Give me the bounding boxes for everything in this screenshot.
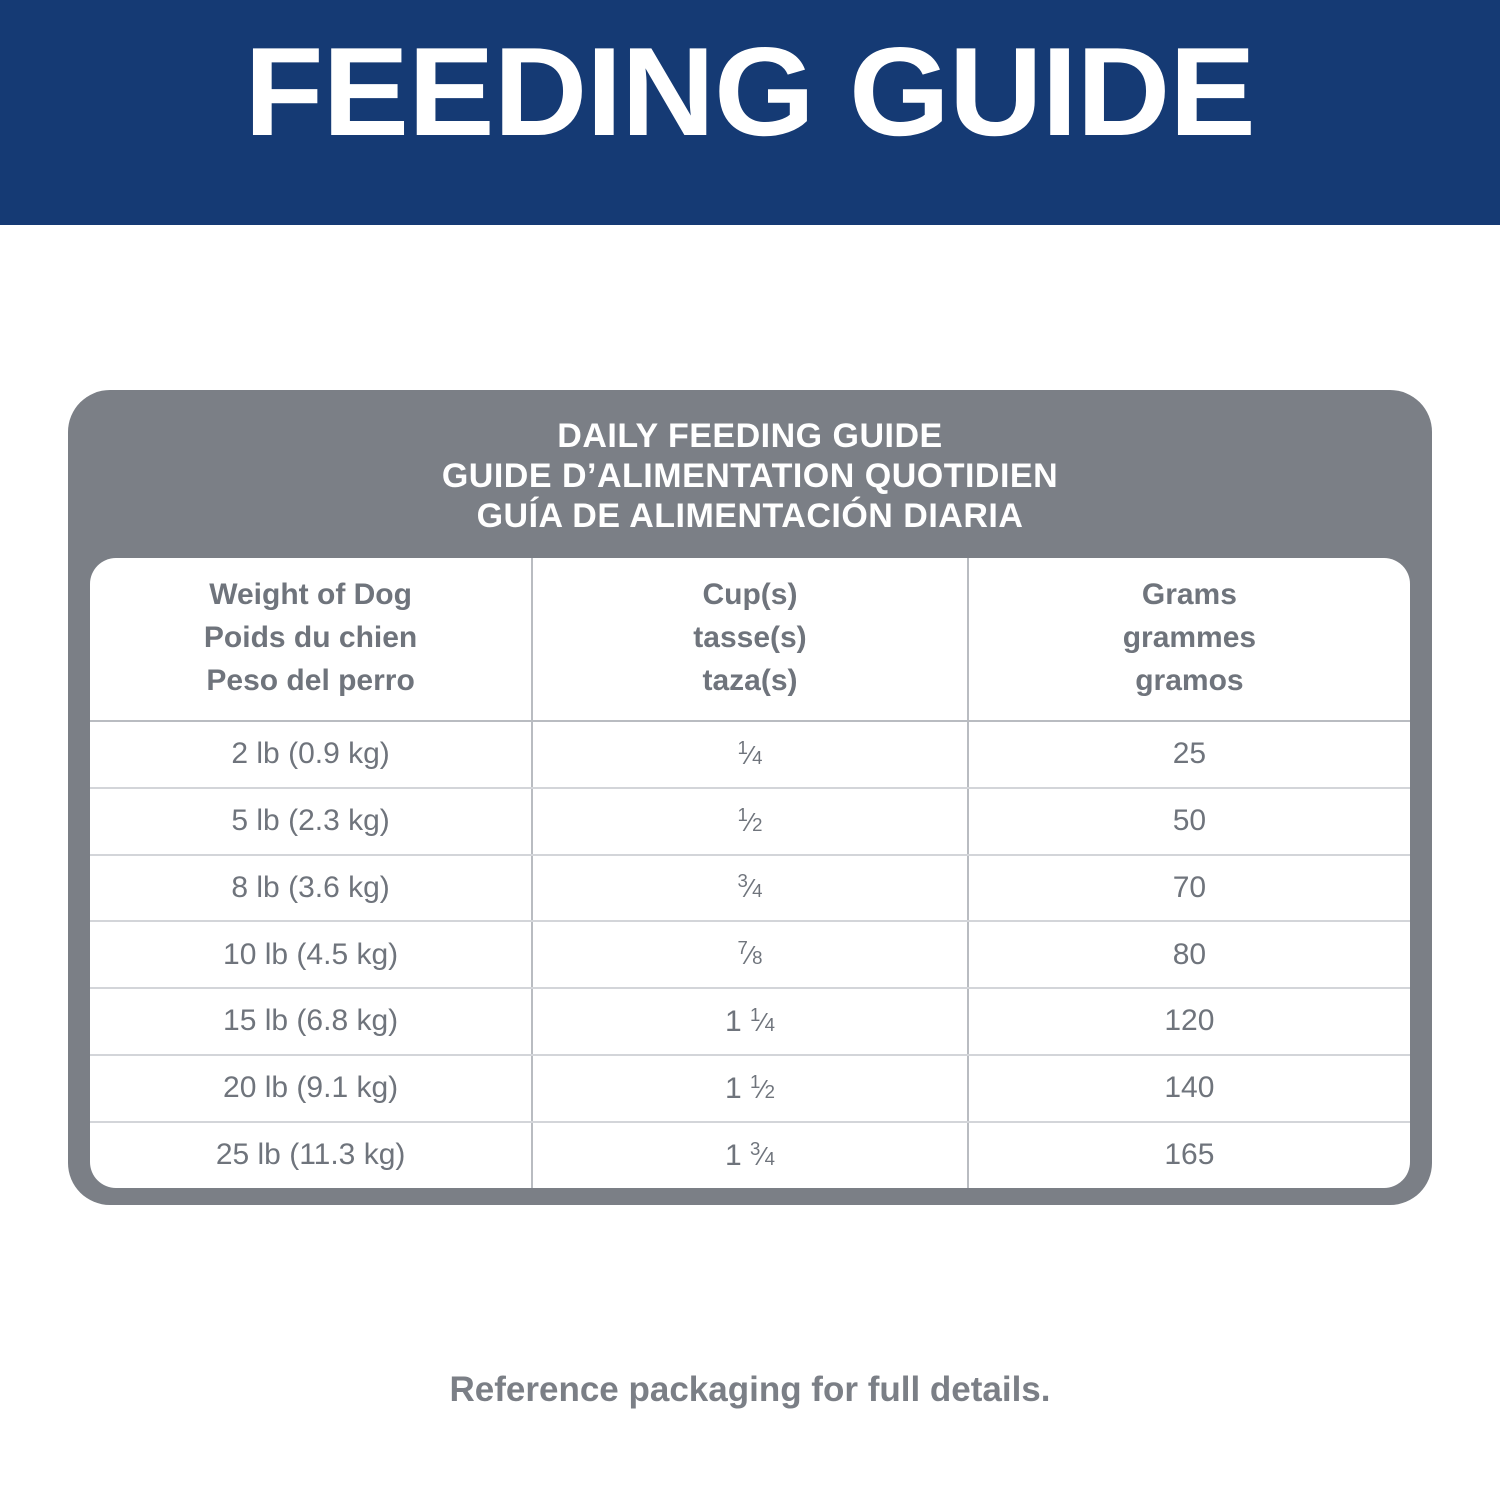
- cell-weight: 5 lb (2.3 kg): [90, 788, 532, 855]
- cups-fraction: $^7$⁄8: [737, 937, 763, 971]
- cell-grams: 140: [968, 1055, 1410, 1122]
- cell-weight: 8 lb (3.6 kg): [90, 855, 532, 922]
- cell-cups: [532, 788, 968, 855]
- card-heading-line-es: GUÍA DE ALIMENTACIÓN DIARIA: [476, 497, 1024, 536]
- cell-weight: 20 lb (9.1 kg): [90, 1055, 532, 1122]
- table-row: [90, 1055, 1410, 1122]
- column-header-weight-fr: Poids du chien: [203, 620, 418, 654]
- table-header-row: [90, 558, 1410, 721]
- header-banner: [0, 0, 1500, 225]
- column-header-weight-es: Peso del perro: [206, 663, 415, 697]
- cups-fraction: $^1$⁄2: [737, 803, 763, 837]
- column-header-weight: [90, 558, 532, 721]
- table-row: [90, 721, 1410, 788]
- column-header-cups-en: Cup(s): [702, 578, 798, 612]
- page-title: FEEDING GUIDE: [244, 20, 1256, 162]
- table-row: [90, 788, 1410, 855]
- card-heading-line-fr: GUIDE D’ALIMENTATION QUOTIDIEN: [441, 457, 1059, 496]
- cell-cups: [532, 1122, 968, 1189]
- table-row: [90, 1122, 1410, 1189]
- cell-grams: 120: [968, 988, 1410, 1055]
- cell-grams: 80: [968, 921, 1410, 988]
- cups-fraction: $^1$⁄4: [737, 736, 763, 771]
- cell-weight: 10 lb (4.5 kg): [90, 921, 532, 988]
- cups-fraction: 1 $^1$⁄2: [724, 1070, 775, 1105]
- column-header-cups-es: taza(s): [702, 663, 798, 697]
- cell-grams: 70: [968, 855, 1410, 922]
- table-row: [90, 921, 1410, 988]
- column-header-grams-es: gramos: [1135, 663, 1244, 697]
- cups-fraction: 1 $^3$⁄4: [724, 1137, 775, 1173]
- column-header-grams-en: Grams: [1141, 578, 1237, 612]
- table-header: [90, 558, 1410, 721]
- feeding-guide-card: [68, 390, 1432, 1205]
- feeding-table: [90, 558, 1410, 1188]
- cell-cups: [532, 855, 968, 922]
- table-row: [90, 855, 1410, 922]
- cups-fraction: $^3$⁄4: [737, 870, 763, 904]
- card-heading: [90, 416, 1410, 536]
- column-header-cups: [532, 558, 968, 721]
- cell-weight: 2 lb (0.9 kg): [90, 721, 532, 788]
- card-heading-line-en: DAILY FEEDING GUIDE: [557, 417, 943, 455]
- cell-cups: [532, 1055, 968, 1122]
- feeding-table-wrapper: [90, 558, 1410, 1188]
- table-row: [90, 988, 1410, 1055]
- column-header-grams-fr: grammes: [1122, 620, 1257, 654]
- cell-cups: [532, 988, 968, 1055]
- cups-fraction: 1 $^1$⁄4: [724, 1003, 775, 1039]
- cell-grams: 165: [1164, 1138, 1215, 1172]
- column-header-weight-en: Weight of Dog: [209, 578, 412, 612]
- cell-grams: 25: [968, 721, 1410, 788]
- cell-cups: [532, 921, 968, 988]
- cell-grams: 50: [968, 788, 1410, 855]
- cell-cups: [532, 721, 968, 788]
- table-body: [90, 721, 1410, 1188]
- column-header-grams: [968, 558, 1410, 721]
- cell-weight: 25 lb (11.3 kg): [90, 1122, 532, 1189]
- cell-weight: 15 lb (6.8 kg): [90, 988, 532, 1055]
- column-header-cups-fr: tasse(s): [693, 620, 807, 654]
- footnote: Reference packaging for full details.: [449, 1370, 1051, 1409]
